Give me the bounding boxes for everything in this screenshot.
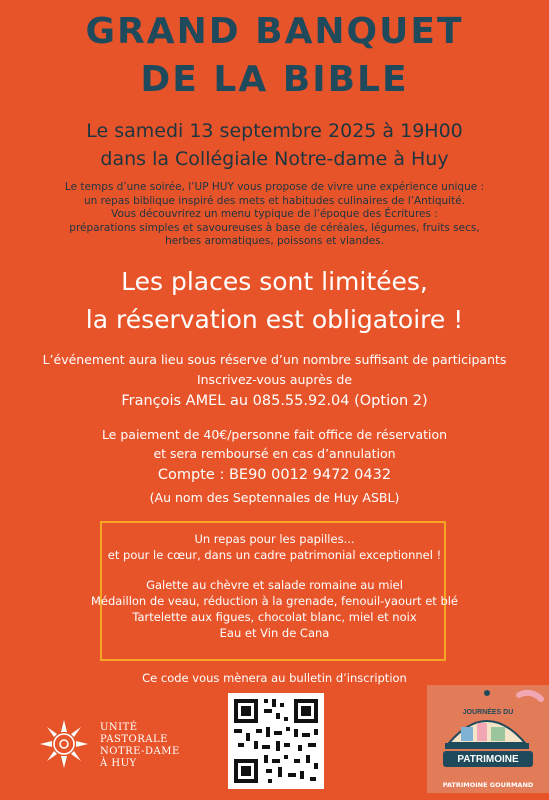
reservation-required-heading: la réservation est obligatoire ! xyxy=(85,305,464,334)
event-date: Le samedi 13 septembre 2025 à 19H00 xyxy=(86,120,463,142)
logo-text-line: À HUY xyxy=(100,758,137,769)
registration-qr-code[interactable] xyxy=(228,693,324,789)
patrimoine-banner-icon xyxy=(427,685,549,793)
intro-line: herbes aromatiques, poissons et viandes. xyxy=(165,235,384,248)
menu-item: Médaillon de veau, réduction à la grenade, fenouil-yaourt et blé xyxy=(90,594,459,608)
logo-text-line: PASTORALE xyxy=(100,734,168,745)
unite-pastorale-wordmark xyxy=(100,722,180,770)
title-line-2: DE LA BIBLE xyxy=(140,59,409,100)
condition-text: L’événement aura lieu sous réserve d’un nombre suffisant de participants xyxy=(42,352,507,367)
menu-item: Galette au chèvre et salade romaine au miel xyxy=(146,578,403,592)
logo-text-line: UNITÉ xyxy=(100,722,138,733)
event-location: dans la Collégiale Notre-dame à Huy xyxy=(100,148,449,170)
intro-line: Vous découvrirez un menu typique de l’époque des Écritures : xyxy=(111,208,438,221)
contact-phone: François AMEL au 085.55.92.04 (Option 2) xyxy=(121,393,428,409)
qr-caption: Ce code vous mènera au bulletin d’inscription xyxy=(142,671,407,685)
badge-text-line-1: JOURNÉES DU xyxy=(462,709,514,716)
menu-item: Eau et Vin de Cana xyxy=(219,626,330,640)
badge-text-line-2: PATRIMOINE xyxy=(457,754,519,765)
qr-code-icon xyxy=(228,693,324,789)
bank-account: Compte : BE90 0012 9472 0432 xyxy=(157,467,392,483)
title-line-1: GRAND BANQUET xyxy=(85,11,464,52)
refund-text: et sera remboursé en cas d’annulation xyxy=(153,446,396,461)
account-holder: (Au nom des Septennales de Huy ASBL) xyxy=(149,490,400,505)
intro-paragraph xyxy=(20,181,529,249)
patrimoine-gourmand-label: PATRIMOINE GOURMAND xyxy=(442,781,534,789)
menu-tagline: Un repas pour les papilles... xyxy=(194,532,355,546)
menu-tagline: et pour le cœur, dans un cadre patrimonial exceptionnel ! xyxy=(107,548,442,562)
payment-text: Le paiement de 40€/personne fait office de réservation xyxy=(101,427,448,442)
limited-seats-heading: Les places sont limitées, xyxy=(121,267,428,296)
menu-item: Tartelette aux figues, chocolat blanc, miel et noix xyxy=(132,610,417,624)
intro-line: Le temps d’une soirée, l’UP HUY vous propose de vivre une expérience unique : xyxy=(64,181,485,193)
register-text: Inscrivez-vous auprès de xyxy=(196,372,353,387)
unite-pastorale-logo-icon xyxy=(38,718,90,770)
intro-line: préparations simples et savoureuses à base de céréales, légumes, fruits secs, xyxy=(69,221,480,234)
patrimoine-gourmand-logo xyxy=(427,685,549,793)
intro-line: un repas biblique inspiré des mets et habitudes culinaires de l’Antiquité. xyxy=(83,194,465,207)
logo-text-line: NOTRE-DAME xyxy=(100,746,180,757)
